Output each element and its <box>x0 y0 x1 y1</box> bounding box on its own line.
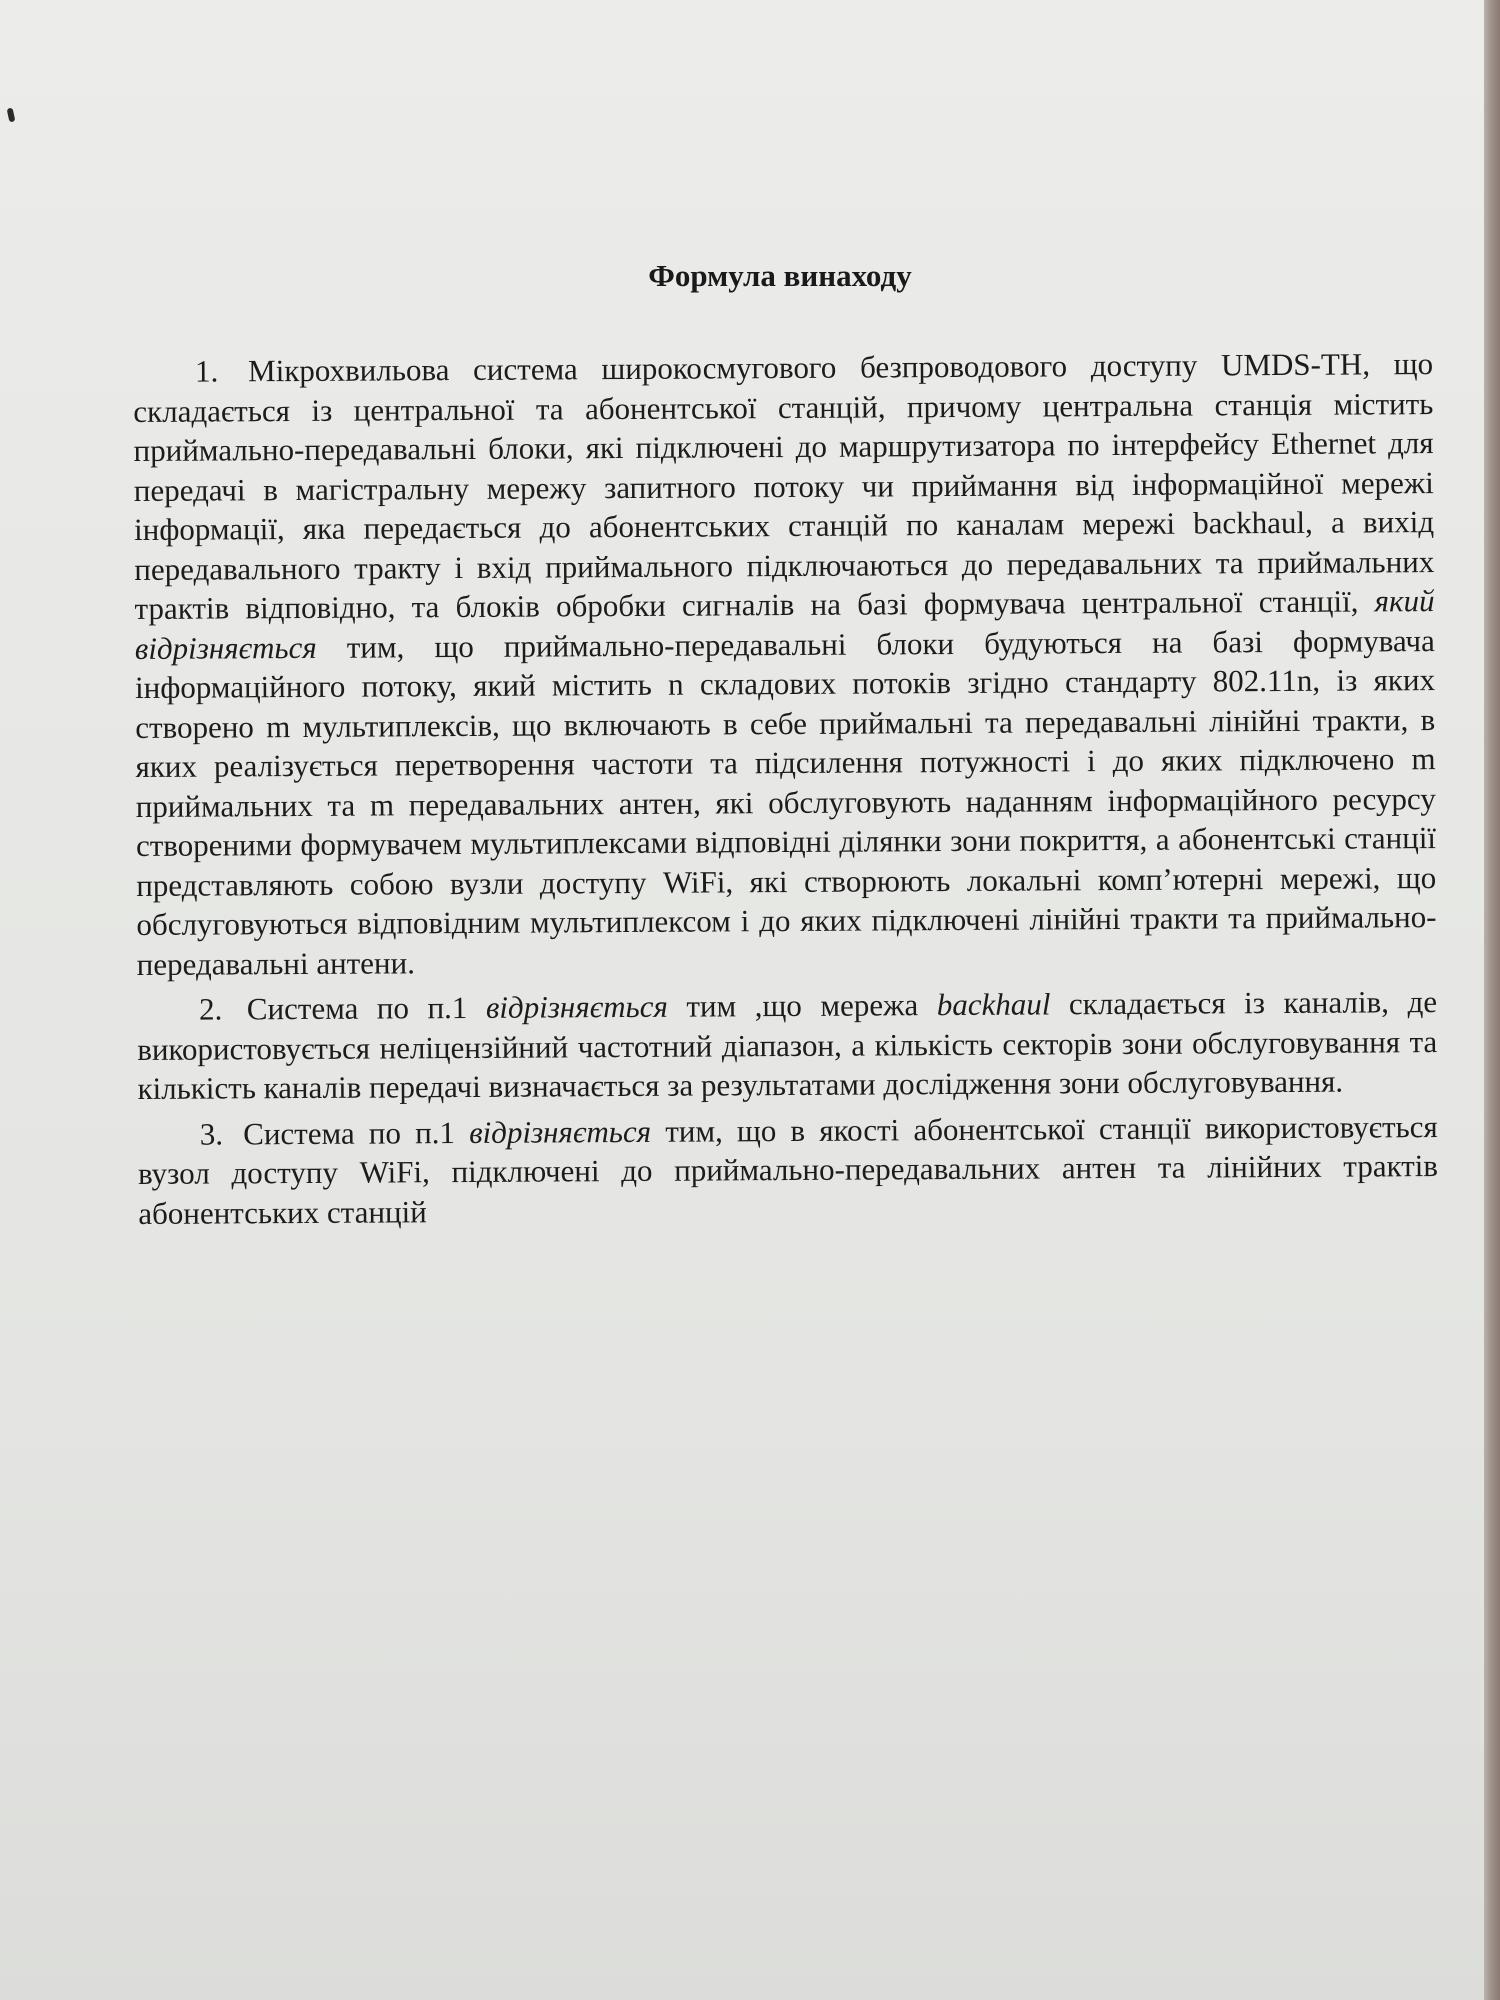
claim-3-number: 3. <box>199 1115 224 1152</box>
claim-1-text-b: тим, що приймально-передавальні блоки будуються на базі формувача інформаційного потоку, який містить n складових потоків згідно стандарту 802.11n, із яких створено m мультиплексів, що включають в себе приймальні та передавальні лінійні тракти, в яких реалізується перетворення частоти та підсилення потужності і до яких підключено m приймальних та m передавальних антен, які обслуговують наданням інформаційного ресурсу створеними формувачем мультиплексами відповідні ділянки зони покриття, а абонентські станції представляють собою вузли доступу WiFi, які створюють локальні комп’ютерні мережі, що обслуговуються відповідним мультиплексом і до яких підключені лінійні тракти та приймально-передавальні антени. <box>134 622 1437 982</box>
claim-1-distinguishing-phrase: який відрізняється <box>134 583 1435 666</box>
claim-2-term-backhaul: backhaul <box>936 986 1051 1023</box>
document-title: Формула винаходу <box>648 258 912 293</box>
claim-3-text-b: тим, що в якості абонентської станції використовується вузол доступу WiFi, підключені до приймально-передавальних антен та лінійних трактів абонентських станцій <box>137 1108 1439 1231</box>
claim-1-text-a: Мікрохвильова система широкосмугового безпроводового доступу UMDS-TH, що складається із центральної та абонентської станцій, причому центральна станція містить приймально-передавальні блоки, які підключені до маршрутизатора по інтерфейсу Ethernet для передачі в магістральну мережу запитного потоку чи приймання від інформаційної мережі інформації, яка передається до абонентських станцій по каналам мережі backhaul, а вихід передавального тракту і вхід приймального підключаються до передавальних та приймальних трактів відповідно, та блоків обробки сигналів на базі формувача центральної станції, <box>133 346 1435 626</box>
ink-speck <box>7 108 16 123</box>
claim-2-number: 2. <box>198 991 223 1027</box>
claim-1-number: 1. <box>195 353 219 389</box>
claim-2-text-c: складається із каналів, де використовується неліцензійний частотний діапазон, а кількість секторів зони обслуговування та кількість каналів передачі визначається за результатами дослідження зони обслуговування. <box>137 984 1438 1106</box>
claim-3-text-a: Система по п.1 <box>243 1114 456 1151</box>
claim-3 <box>138 1107 1439 1233</box>
claim-2-text-b: тим ,що мережа <box>686 987 919 1024</box>
claim-2-text-a: Система по п.1 <box>246 989 468 1027</box>
claim-3-distinguishing-phrase: відрізняється <box>469 1113 652 1150</box>
claim-2-distinguishing-phrase: відрізняється <box>485 988 668 1025</box>
claim-1 <box>133 344 1437 984</box>
claim-2 <box>137 982 1438 1108</box>
table-edge-background <box>1484 0 1500 2000</box>
claims-list <box>133 344 1438 1239</box>
